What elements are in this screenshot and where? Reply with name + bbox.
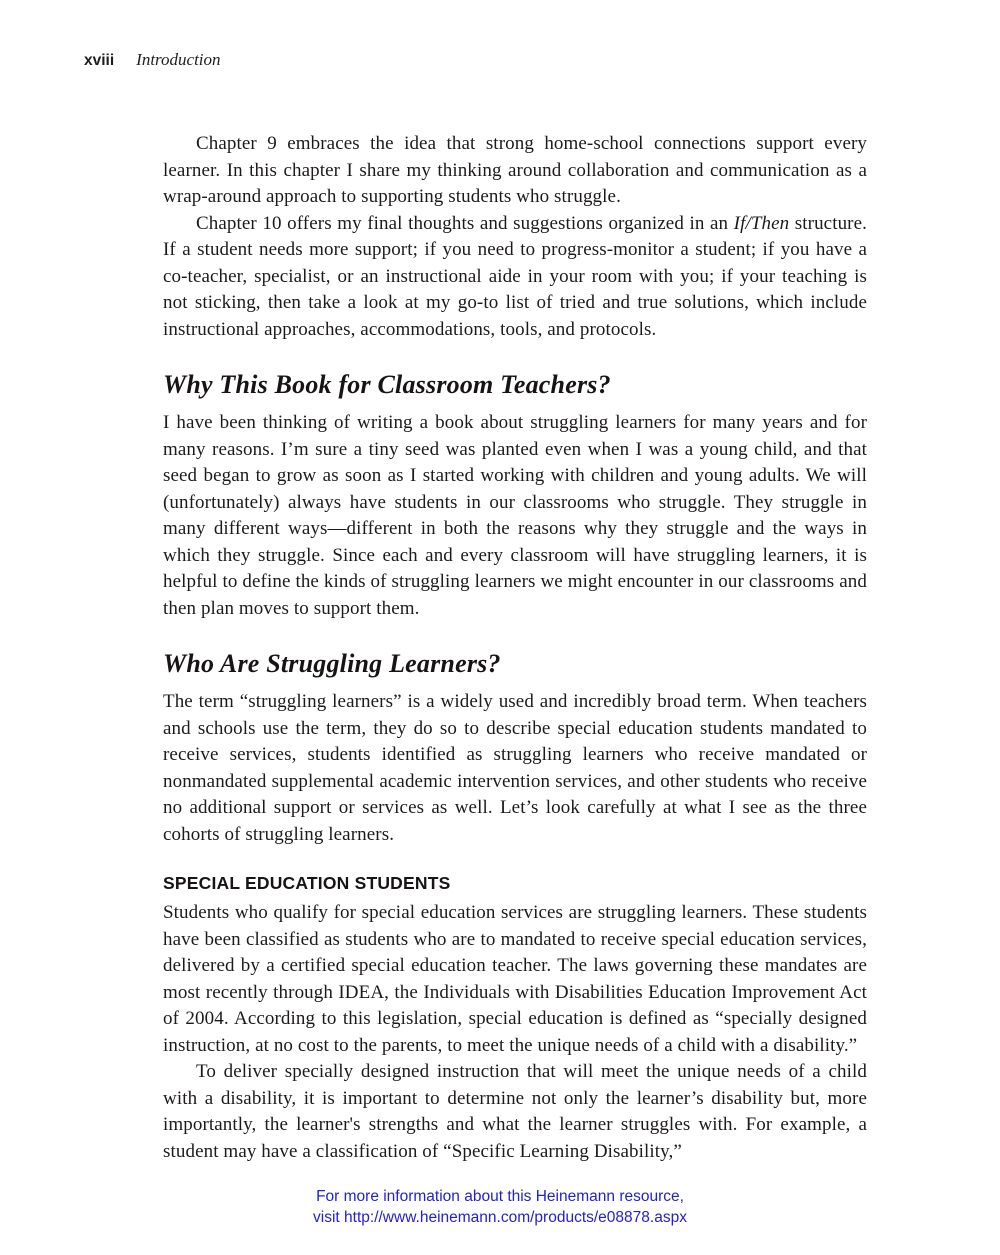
paragraph-chapter9: Chapter 9 embraces the idea that strong home-school connections support every learner. In this chapter I share my thinking around collaboration and communication as a wrap-around approach to supporting students who struggle. <box>163 133 867 207</box>
paragraph-chapter10-pre: Chapter 10 offers my final thoughts and suggestions organized in an <box>196 212 734 234</box>
footer-info-text: For more information about this Heinemann resource, <box>316 1188 684 1205</box>
paragraph-chapter10 <box>163 211 867 344</box>
paragraph-chapter10-post: structure. If a student needs more support; if you need to progress-monitor a student; if you have a co-teacher, specialist, or an instructional aide in your room with you; if your teaching is not sticking, then take a look at my go-to list of tried and true solutions, which include instructional approaches, accommodations, tools, and protocols. <box>163 212 867 340</box>
subheading-special-education-students: SPECIAL EDUCATION STUDENTS <box>163 873 451 893</box>
heading-why-this-book: Why This Book for Classroom Teachers? <box>163 370 611 399</box>
page-number: xviii <box>84 52 115 69</box>
running-chapter-title: Introduction <box>136 50 221 69</box>
paragraph-who-are-struggling-learners: The term “struggling learners” is a widely used and incredibly broad term. When teachers and schools use the term, they do so to describe special education students mandated to receive services, students identified as struggling learners who receive mandated or nonmandated supplemental academic intervention services, and other students who receive no additional support or services as well. Let’s look carefully at what I see as the three cohorts of struggling learners. <box>163 691 867 845</box>
paragraph-special-education-1: Students who qualify for special education services are struggling learners. These students have been classified as students who are to mandated to receive special education services, delivered by a certified special education teacher. The laws governing these mandates are most recently through IDEA, the Individuals with Disabilities Education Improvement Act of 2004. According to this legislation, special education is defined as “specially designed instruction, at no cost to the parents, to meet the unique needs of a child with a disability.” <box>163 902 867 1056</box>
footer-resource-url[interactable]: visit http://www.heinemann.com/products/e08878.aspx <box>313 1209 687 1226</box>
text-column <box>163 131 867 1165</box>
heinemann-footer-note <box>0 1186 1000 1228</box>
if-then-italic: If/Then <box>733 212 790 234</box>
running-head <box>84 50 221 70</box>
paragraph-special-education-2: To deliver specially designed instruction that will meet the unique needs of a child with a disability, it is important to determine not only the learner’s disability but, more importantly, the learner's strengths and what the learner struggles with. For example, a student may have a classification of “Specific Learning Disability,” <box>163 1061 867 1162</box>
paragraph-why-this-book: I have been thinking of writing a book about struggling learners for many years and for many reasons. I’m sure a tiny seed was planted even when I was a young child, and that seed began to grow as soon as I started working with children and young adults. We will (unfortunately) always have students in our classrooms who struggle. They struggle in many different ways—different in both the reasons why they struggle and the ways in which they struggle. Since each and every classroom will have struggling learners, it is helpful to define the kinds of struggling learners we might encounter in our classrooms and then plan moves to support them. <box>163 412 867 619</box>
heading-who-are-struggling-learners: Who Are Struggling Learners? <box>163 649 501 678</box>
